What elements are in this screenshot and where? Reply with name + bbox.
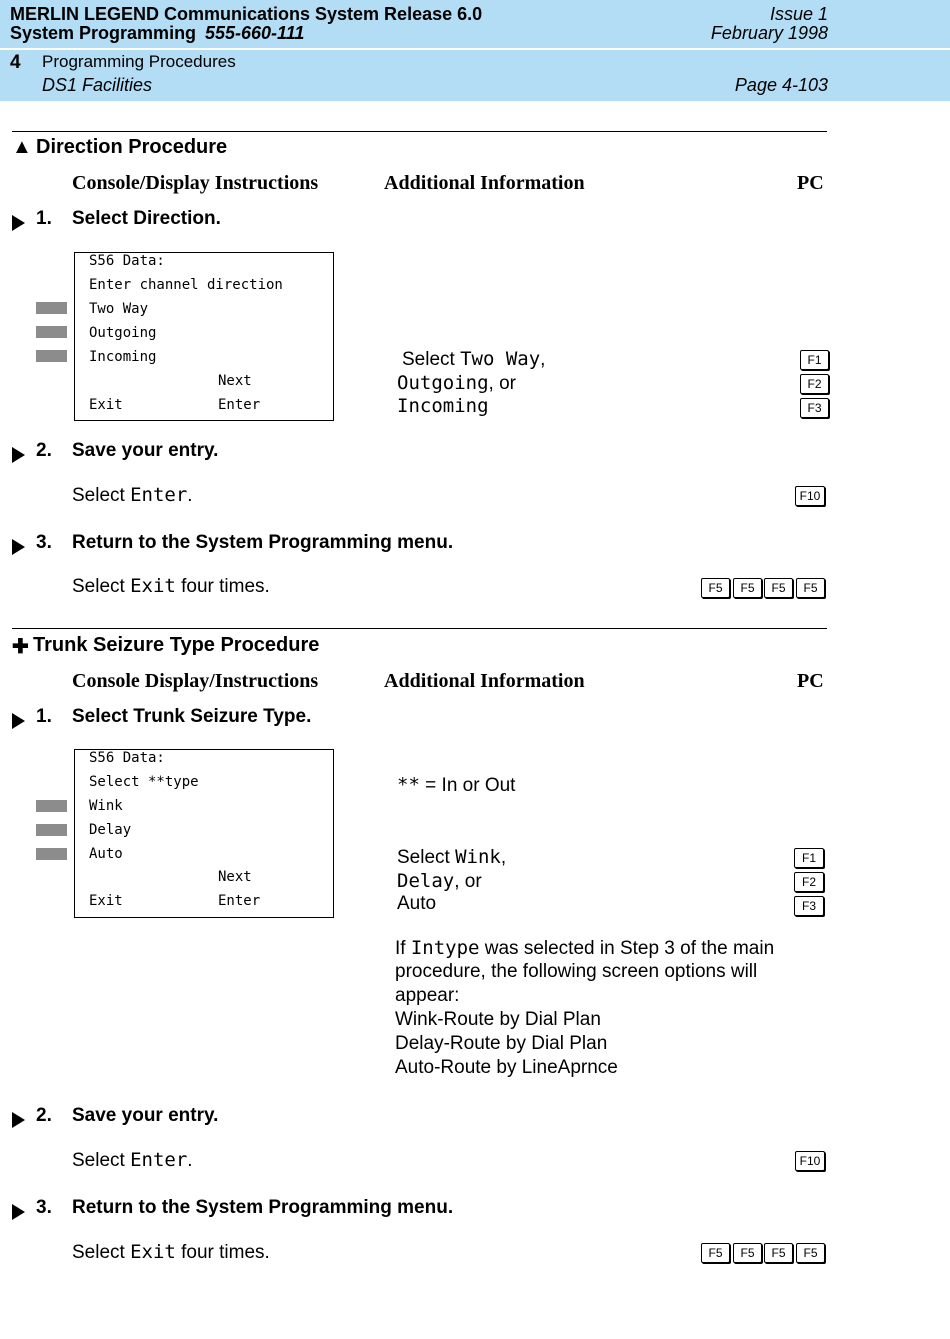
- step-arrow-icon: [12, 447, 25, 463]
- column-header-console: Console/Display Instructions: [72, 172, 319, 194]
- step-number: 3.: [36, 532, 52, 553]
- instruction-code: Exit: [130, 1241, 176, 1263]
- column-header-pc: PC: [797, 670, 824, 692]
- info-option-extra: Wink-Route by Dial Plan: [395, 1009, 601, 1030]
- info-option-line: [397, 870, 482, 893]
- step-instruction: [72, 1149, 193, 1172]
- doc-number: 555-660-111: [205, 23, 305, 43]
- f5-key: F5: [701, 1243, 730, 1263]
- info-option-line: [397, 893, 436, 915]
- info-select-line: [397, 846, 506, 869]
- screen-exit[interactable]: Exit: [89, 893, 123, 909]
- info-code: Delay: [397, 870, 455, 892]
- console-screen: [74, 749, 334, 918]
- step-title: Select Direction.: [72, 208, 221, 229]
- step-number: 3.: [36, 1197, 52, 1218]
- info-paragraph-line: [395, 937, 774, 960]
- screen-option-wink[interactable]: Wink: [89, 798, 123, 814]
- f10-key: F10: [795, 1151, 825, 1171]
- instruction-text: .: [187, 485, 193, 506]
- column-header-info: Additional Information: [384, 670, 585, 692]
- section-title: Direction Procedure: [36, 136, 228, 158]
- instruction-text: four times.: [175, 1242, 270, 1263]
- screen-line: S56 Data:: [89, 253, 165, 269]
- step-title: Select Trunk Seizure Type.: [72, 706, 312, 727]
- section-rule: [12, 131, 827, 132]
- info-code: Incoming: [397, 395, 489, 417]
- step-arrow-icon: [12, 1204, 25, 1220]
- manual-title: MERLIN LEGEND Communications System Release 6.0: [10, 4, 483, 24]
- screen-option-incoming[interactable]: Incoming: [89, 349, 157, 365]
- f5-key: F5: [733, 1243, 762, 1263]
- section-icon: ▲: [12, 136, 32, 158]
- step-arrow-icon: [12, 215, 25, 231]
- section-title: Trunk Seizure Type Procedure: [33, 634, 320, 656]
- step-title: Save your entry.: [72, 440, 219, 461]
- f5-key: F5: [796, 578, 825, 598]
- step-title: Return to the System Programming menu.: [72, 1197, 454, 1218]
- info-text: If: [395, 938, 411, 959]
- header-divider: [0, 48, 950, 50]
- page-number: Page 4-103: [734, 75, 828, 95]
- step-arrow-icon: [12, 539, 25, 555]
- instruction-text: Select: [72, 485, 131, 506]
- step-title: Return to the System Programming menu.: [72, 532, 454, 553]
- info-text: , or: [488, 373, 516, 394]
- info-code: Wink: [455, 846, 501, 868]
- info-select-line: [402, 348, 545, 371]
- issue-label: Issue 1: [769, 4, 828, 24]
- info-text: was selected in Step 3 of the main: [479, 938, 775, 959]
- chapter-number: 4: [10, 52, 21, 73]
- f1-key: F1: [800, 350, 829, 370]
- screen-enter[interactable]: Enter: [218, 397, 261, 413]
- f3-key: F3: [800, 398, 829, 418]
- f2-key: F2: [794, 872, 824, 892]
- section-name: DS1 Facilities: [42, 75, 153, 95]
- info-option-line: [397, 372, 516, 395]
- info-text: ,: [500, 847, 507, 868]
- screen-enter[interactable]: Enter: [218, 893, 261, 909]
- step-instruction: [72, 575, 270, 598]
- column-header-pc: PC: [797, 172, 824, 194]
- instruction-code: Enter: [130, 484, 188, 506]
- instruction-code: Exit: [130, 575, 176, 597]
- info-option-extra: Delay-Route by Dial Plan: [395, 1033, 608, 1054]
- instruction-text: Select: [72, 1150, 131, 1171]
- instruction-text: four times.: [175, 576, 270, 597]
- screen-option-outgoing[interactable]: Outgoing: [89, 325, 157, 341]
- info-text: Select: [402, 349, 461, 370]
- info-code: Outgoing: [397, 372, 489, 394]
- f5-key: F5: [764, 1243, 793, 1263]
- console-screen: [74, 252, 334, 421]
- info-code: Two Way: [460, 348, 541, 370]
- page-header: [0, 0, 950, 101]
- instruction-code: Enter: [130, 1149, 188, 1171]
- f5-key: F5: [701, 578, 730, 598]
- screen-exit[interactable]: Exit: [89, 397, 123, 413]
- screen-line: S56 Data:: [89, 750, 165, 766]
- column-header-console: Console Display/Instructions: [72, 670, 319, 692]
- info-text: = In or Out: [419, 775, 516, 796]
- screen-line: Select **type: [89, 774, 199, 790]
- info-text: ,: [540, 349, 546, 370]
- step-arrow-icon: [12, 713, 25, 729]
- instruction-text: .: [187, 1150, 193, 1171]
- step-number: 1.: [36, 208, 52, 229]
- info-code: Intype: [410, 937, 480, 959]
- softkey-button[interactable]: [36, 326, 67, 338]
- section-rule: [12, 628, 827, 629]
- screen-line: Enter channel direction: [89, 277, 283, 293]
- step-number: 1.: [36, 706, 52, 727]
- step-arrow-icon: [12, 1112, 25, 1128]
- step-number: 2.: [36, 1105, 52, 1126]
- screen-option-auto[interactable]: Auto: [89, 846, 123, 862]
- manual-subtitle: System Programming: [10, 23, 197, 43]
- screen-option-delay[interactable]: Delay: [89, 822, 132, 838]
- f3-key: F3: [794, 896, 824, 916]
- f5-key: F5: [733, 578, 762, 598]
- screen-option-two-way[interactable]: Two Way: [89, 301, 149, 317]
- instruction-text: Select: [72, 1242, 131, 1263]
- info-code: **: [397, 774, 420, 796]
- info-option-line: [397, 395, 489, 418]
- step-number: 2.: [36, 440, 52, 461]
- f1-key: F1: [794, 848, 824, 868]
- screen-next[interactable]: Next: [218, 373, 252, 389]
- screen-next[interactable]: Next: [218, 869, 252, 885]
- issue-date: February 1998: [710, 23, 828, 43]
- instruction-text: Select: [72, 576, 131, 597]
- f2-key: F2: [800, 374, 829, 394]
- column-header-info: Additional Information: [384, 172, 585, 194]
- chapter-title: Programming Procedures: [42, 52, 236, 71]
- info-option-extra: Auto-Route by LineAprnce: [395, 1057, 618, 1078]
- f5-key: F5: [764, 578, 793, 598]
- info-paragraph-line: procedure, the following screen options will: [395, 961, 758, 982]
- f5-key: F5: [796, 1243, 825, 1263]
- step-title: Save your entry.: [72, 1105, 219, 1126]
- info-text: Select: [397, 847, 456, 868]
- softkey-button[interactable]: [36, 824, 67, 836]
- step-instruction: [72, 484, 193, 507]
- softkey-button[interactable]: [36, 800, 67, 812]
- softkey-button[interactable]: [36, 350, 67, 362]
- softkey-button[interactable]: [36, 848, 67, 860]
- f10-key: F10: [795, 486, 825, 506]
- section-icon: ✚: [12, 636, 29, 658]
- info-text: Auto: [397, 893, 437, 914]
- step-instruction: [72, 1241, 270, 1264]
- info-text: , or: [454, 871, 482, 892]
- softkey-button[interactable]: [36, 302, 67, 314]
- info-paragraph-line: appear:: [395, 985, 460, 1006]
- info-note: [397, 774, 515, 797]
